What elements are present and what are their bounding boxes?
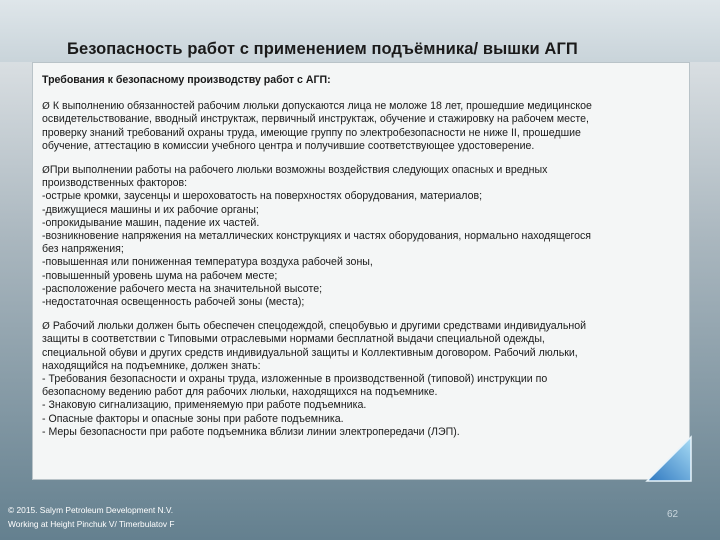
corner-triangle-icon: [645, 435, 693, 483]
paragraph-ppe: Ø Рабочий люльки должен быть обеспечен спецодеждой, спецобувью и другими средствами индивидуальной защиты в соответствии с Типовыми отраслевыми нормами бесплатной выдачи специальной одежды, специальной обуви и других средств индивидуальной защиты и Коллективным договором. Рабочий люльки, находящийся на подъемнике, должен знать: - Требования безопасности и охраны труда, изложенные в производственной (типовой) инструкции по безопасному ведению работ для рабочих люльки, находящихся на подъемнике. - Знаковую сигнализацию, применяемую при работе подъемника. - Опасные факторы и опасные зоны при работе подъемника. - Меры безопасности при работе подъемника вблизи линии электропередачи (ЛЭП).: [42, 320, 587, 438]
paragraph-admission: Ø К выполнению обязанностей рабочим люльки допускаются лица не моложе 18 лет, прошедшие медицинское освидетельствование, вводный инструктаж, первичный инструктаж, обучение и стажировку на рабочем месте, проверку знаний требований охраны труда, имеющие группу по электробезопасности не ниже II, прошедшие обучение, аттестацию в комиссии учебного центра и получившие соответствующее удостоверение.: [42, 100, 592, 152]
requirements-heading: Требования к безопасному производству работ с АГП:: [42, 74, 331, 86]
bullet-arrow-icon: Ø: [42, 321, 50, 333]
slide-content: [42, 74, 682, 450]
paragraph-hazards: ØПри выполнении работы на рабочего люльки возможны воздействия следующих опасных и вредных производственных факторов: -острые кромки, заусенцы и шероховатость на поверхностях оборудования, материалов; -движущиеся машины и их рабочие органы; -опрокидывание машин, падение их частей. -возникновение напряжения на металлических конструкциях и частях оборудования, нормально находящегося без напряжения; -повышенная или пониженная температура воздуха рабочей зоны, -повышенный уровень шума на рабочем месте; -расположение рабочего места на значительной высоте; -недостаточная освещенность рабочей зоны (места);: [42, 164, 592, 309]
footer-authors: Working at Height Pinchuk V/ Timerbulatov F: [8, 519, 175, 529]
title-bar: [0, 0, 720, 62]
page-number: 62: [667, 509, 679, 520]
slide-title: Безопасность работ с применением подъёмника/ вышки АГП: [67, 40, 578, 58]
bullet-arrow-icon: Ø: [42, 101, 50, 113]
bullet-arrow-icon: Ø: [42, 165, 50, 177]
footer-copyright: © 2015. Salym Petroleum Development N.V.: [8, 505, 174, 515]
footer: [8, 503, 175, 531]
